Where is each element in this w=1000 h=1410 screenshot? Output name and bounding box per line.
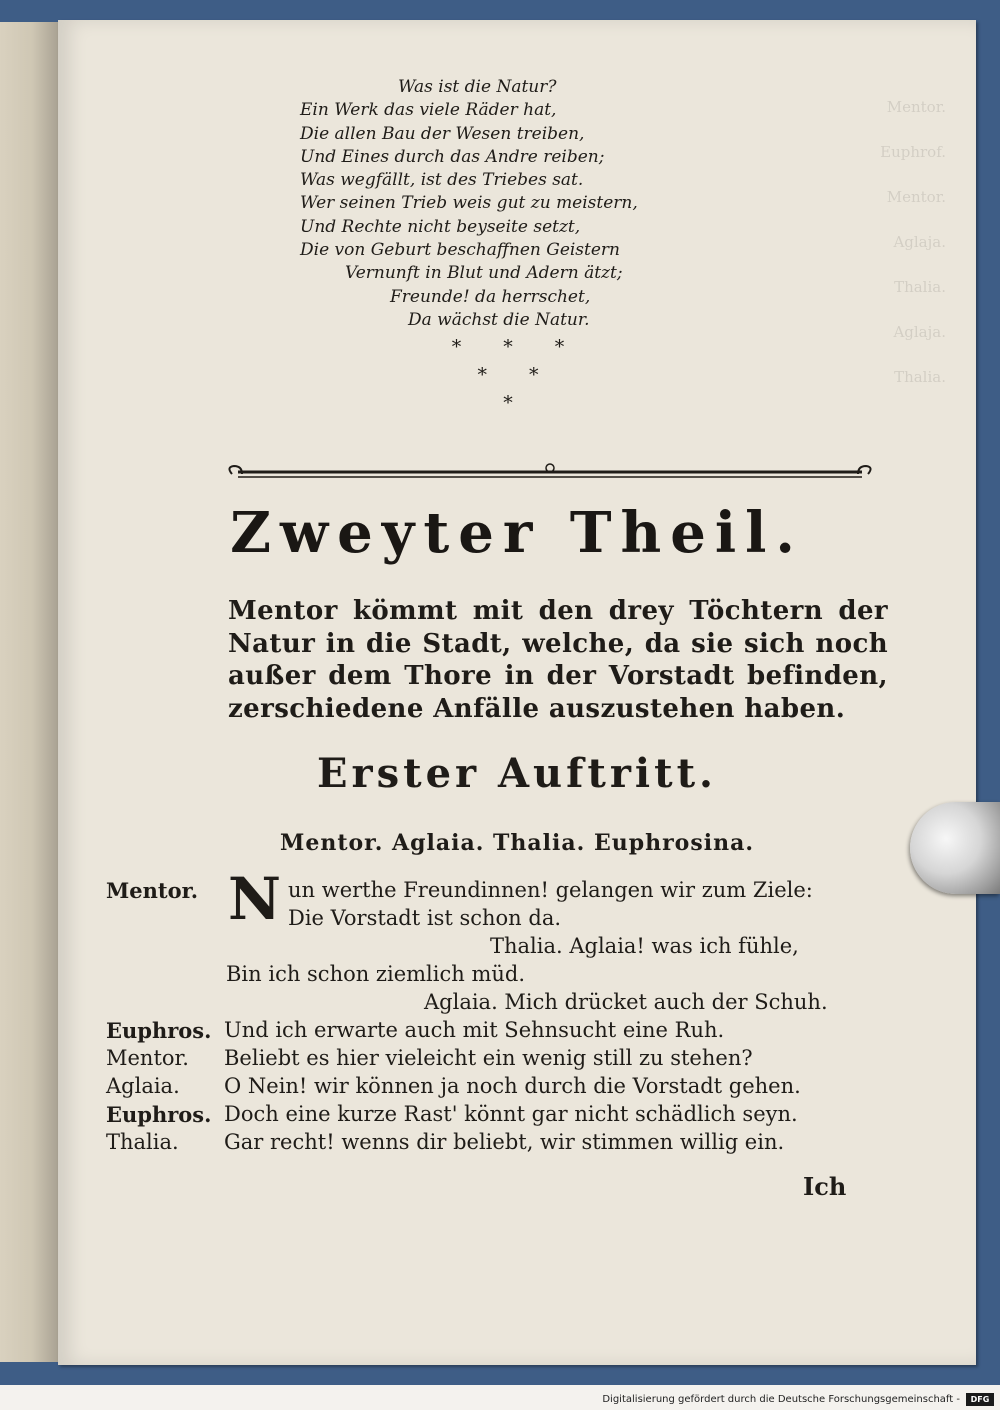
poem-line: Und Eines durch das Andre reiben; bbox=[300, 146, 605, 167]
ornament-stars: * * bbox=[477, 364, 557, 386]
dialogue-line: Gar recht! wenns dir beliebt, wir stimmen willig ein. bbox=[224, 1130, 785, 1154]
bleed-line: Euphrof. bbox=[880, 143, 946, 161]
dfg-logo: DFG bbox=[966, 1393, 994, 1406]
book-page bbox=[58, 20, 976, 1365]
speaker-label: Euphros. bbox=[106, 1102, 212, 1127]
funding-notice: Digitalisierung gefördert durch die Deutsche Forschungsgemeinschaft - bbox=[602, 1394, 960, 1405]
speaker-label: Thalia. bbox=[106, 1130, 179, 1154]
poem-line: Die allen Bau der Wesen treiben, bbox=[300, 123, 585, 144]
footer bbox=[0, 1392, 1000, 1410]
facing-page-edge bbox=[0, 22, 59, 1362]
poem-line: Die von Geburt beschaffnen Geistern bbox=[300, 240, 621, 261]
ornament-stars: * bbox=[503, 392, 531, 414]
part-heading: Zweyter Theil. bbox=[230, 500, 804, 566]
dialogue-line: Beliebt es hier vieleicht ein wenig still zu stehen? bbox=[224, 1046, 753, 1070]
bleed-line: Thalia. bbox=[894, 368, 946, 386]
poem-line: Ein Werk das viele Räder hat, bbox=[300, 100, 557, 121]
bleed-line: Mentor. bbox=[886, 98, 946, 116]
poem-line: Was wegfällt, ist des Triebes sat. bbox=[300, 170, 584, 191]
speaker-label: Mentor. bbox=[106, 1046, 189, 1070]
scene-heading: Erster Auftritt. bbox=[317, 750, 717, 797]
drop-cap: N bbox=[228, 865, 282, 933]
bleed-line: Thalia. bbox=[894, 278, 946, 296]
poem-line: Freunde! da herrschet, bbox=[390, 286, 591, 307]
poem bbox=[58, 76, 976, 332]
dialogue-line: Die Vorstadt ist schon da. bbox=[288, 906, 562, 930]
poem-line: Und Rechte nicht beyseite setzt, bbox=[300, 216, 581, 237]
poem-line: Da wächst die Natur. bbox=[408, 309, 590, 330]
dialogue-line: O Nein! wir können ja noch durch die Vorstadt gehen. bbox=[224, 1074, 801, 1098]
character-list: Mentor. Aglaia. Thalia. Euphrosina. bbox=[279, 830, 755, 856]
dialogue-line: Und ich erwarte auch mit Sehnsucht eine Ruh. bbox=[224, 1018, 725, 1042]
bleed-line: Mentor. bbox=[886, 188, 946, 206]
page-clip bbox=[910, 802, 1000, 894]
speaker-label: Euphros. bbox=[106, 1018, 212, 1043]
poem-line: Vernunft in Blut und Adern ätzt; bbox=[345, 263, 623, 284]
catchword: Ich bbox=[803, 1172, 847, 1201]
dialogue-line: Thalia. Aglaia! was ich fühle, bbox=[490, 934, 799, 958]
ornamental-rule bbox=[224, 463, 876, 485]
dialogue-line: Aglaia. Mich drücket auch der Schuh. bbox=[424, 990, 828, 1014]
part-description: Mentor kömmt mit den drey Töchtern der Natur in die Stadt, welche, da sie sich noch außer dem Thore in der Vorstadt befinden, zerschiedene Anfälle auszustehen haben. bbox=[228, 596, 888, 724]
dialogue-line: Bin ich schon ziemlich müd. bbox=[226, 962, 526, 986]
poem-line: Was ist die Natur? bbox=[398, 77, 557, 97]
dialogue-line: Doch eine kurze Rast' könnt gar nicht schädlich seyn. bbox=[224, 1102, 798, 1126]
speaker-label: Mentor. bbox=[106, 878, 199, 903]
ornament-stars: * * * bbox=[451, 336, 583, 358]
dialogue-line: un werthe Freundinnen! gelangen wir zum Ziele: bbox=[288, 878, 813, 902]
bleed-line: Aglaja. bbox=[893, 233, 946, 251]
bleed-line: Aglaja. bbox=[893, 323, 946, 341]
poem-line: Wer seinen Trieb weis gut zu meistern, bbox=[300, 193, 638, 214]
speaker-label: Aglaia. bbox=[106, 1074, 180, 1098]
